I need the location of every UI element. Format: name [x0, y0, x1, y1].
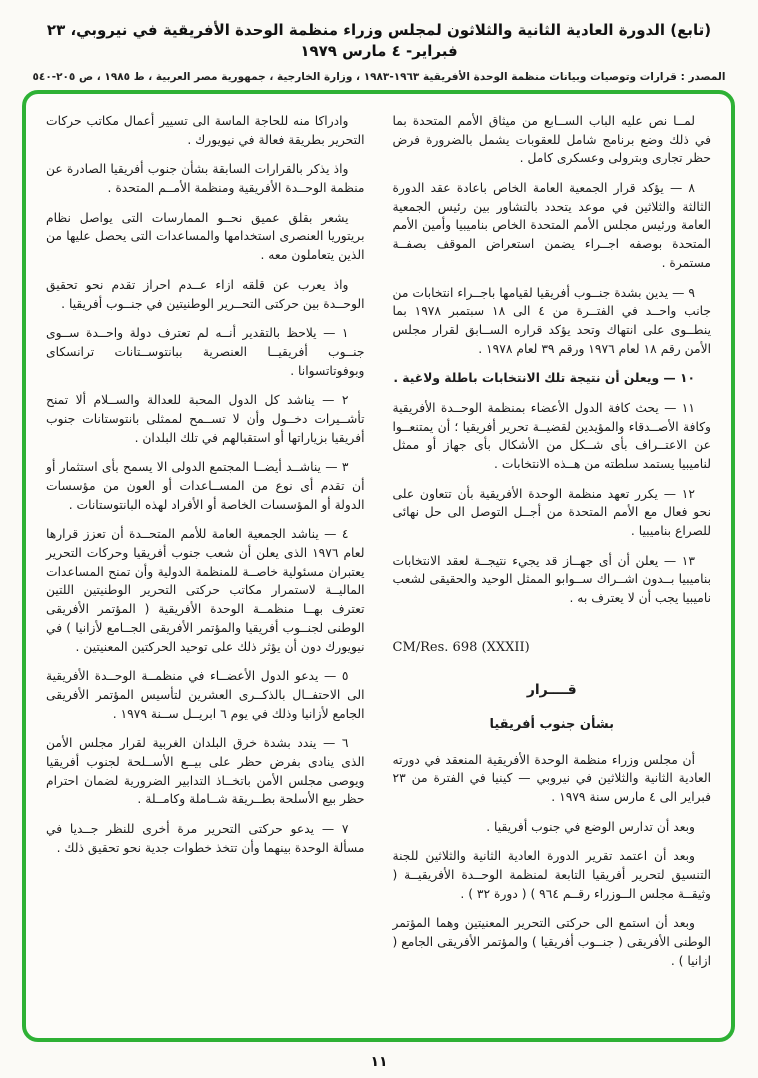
- paragraph: ٥ — يدعو الدول الأعضــاء في منظمــة الوحــدة الأفريقية الى الاحتفــال بالذكــرى العشرين لتأسيس المؤتمر الأفريقى الجامع لأزانيا وذلك في يوم ٦ ابريــل ســنة ١٩٧٩ .: [46, 669, 365, 721]
- text-columns: [46, 112, 711, 1026]
- paragraph: واذ يذكر بالقرارات السابقة بشأن جنوب أفريقيا الصادرة عن منظمة الوحــدة الأفريقية ومنظمة الأمــم المتحدة .: [46, 162, 365, 196]
- paragraph: وادراكا منه للحاجة الماسة الى تسيير أعمال مكاتب حركات التحرير بطريقة فعالة في نيويورك .: [46, 114, 365, 147]
- paragraph: ٩ — يدين بشدة جنــوب أفريقيا لقيامها باجــراء انتخابات من جانب واحــد في الفتــرة من ٤ الى ١٨ سبتمبر ١٩٧٨ بما ينطــوى على انتهاك وتحد يؤكد قراره الســابق لقرار مجلس الأمن رقم ١٨ لعام ١٩٧٦ ورقم ٣٩ لعام ١٩٧٨ .: [392, 285, 711, 356]
- paragraph: يشعر بقلق عميق نحــو الممارسات التى يواصل نظام بريتوريا العنصرى استخدامها والمساعدات التى يحصل عليها من الذين يتعاملون معه .: [46, 210, 365, 263]
- paragraph: ١ — يلاحظ بالتقدير أنــه لم تعترف دولة واحــدة ســوى جنــوب أفريقيــا العنصرية ببانتوســتانات ترانسكاى وبوفوتاتسوانا .: [46, 326, 365, 378]
- paragraph: ١٠ — ويعلن أن نتيجة تلك الانتخابات باطلة ولاغية .: [393, 371, 695, 386]
- document-source-line: المصدر : قرارات وتوصيات وبيانات منظمة الوحدة الأفريقية ١٩٦٣-١٩٨٣ ، وزارة الخارجية ، جمهورية مصر العربية ، ط ١٩٨٥ ، ص ٢٠٥-٥٤٠: [32, 71, 726, 83]
- paragraph: ٤ — يناشد الجمعية العامة للأمم المتحــدة أن تعزز قرارها لعام ١٩٧٦ الذى يعلن أن شعب جنوب أفريقيا وحركات التحرير يعتبران مسئولية خاصــة للمنظمة الدولية وأن تمنح المساعدات الماليــة لاستمرار مكاتب حركتى التحرير الوطنيتين اللتين تعترف بهــا منظمــة الوحدة الأفريقية ( المؤتمر الأفريقى الوطنى لجنــوب أفريقيا والمؤتمر الأفريقى الجــامع لأزانيا ) في نيويورك دون أن يؤثر ذلك على توحيد الحركتين المعنيتين .: [46, 527, 365, 654]
- paragraph: ٣ — يناشــد أيضــا المجتمع الدولى الا يسمح بأى استثمار أو أن تقدم أى نوع من المســاعدات أو العون من مؤسسات الدولة أو المؤسسات الخاصة أو الأفراد لهذه البانتوستانات .: [46, 460, 365, 512]
- paragraph: وبعد أن استمع الى حركتى التحرير المعنيتين وهما المؤتمر الوطنى الأفريقى ( جنــوب أفريقيا ) والمؤتمر الأفريقى الجامع ( ازانيا ) .: [392, 916, 711, 968]
- paragraph: CM/Res. 698 (XXXII): [392, 639, 530, 655]
- paragraph: بشأن جنوب أفريقيا: [489, 716, 614, 732]
- text-column-right: [393, 112, 712, 1026]
- paragraph: وبعد أن اعتمد تقرير الدورة العادية الثانية والثلاثين للجنة التنسيق لتحرير أفريقيا التابعة لمنظمة الوحــدة الأفريقيــة ( وثيقــة مجلس الــوزراء رقــم ٩٦٤ ) ( دورة ٣٢ ) .: [392, 849, 711, 901]
- page-number: ١١: [370, 1054, 388, 1070]
- paragraph: ٢ — يناشد كل الدول المحبة للعدالة والســلام ألا تمنح تأشــيرات دخــول وأن لا تســمح لممثلى بانتوستانات جنوب أفريقيا بزياراتها أو استقبالهم في تلك البلدان .: [46, 393, 365, 445]
- paragraph: ١٣ — يعلن أن أى جهــاز قد يجيء نتيجــة لعقد الانتخابات بناميبيا بــدون اشــراك ســوابو الممثل الوحيد والحقيقى لشعب ناميبيا يجب أن لا يعترف به .: [392, 553, 711, 606]
- paragraph: ١٢ — يكرر تعهد منظمة الوحدة الأفريقية بأن تتعاون على نحو فعال مع الأمم المتحدة من أجــل التوصل الى حل نهائى للصراع بناميبيا .: [392, 486, 711, 539]
- paragraph: وبعد أن تدارس الوضع في جنوب أفريقيا .: [486, 819, 695, 834]
- text-column-left: [46, 112, 365, 1026]
- document-frame: [22, 90, 735, 1042]
- paragraph: أن مجلس وزراء منظمة الوحدة الأفريقية المنعقد في دورته العادية الثانية والثلاثين في نيروبي — كينيا في الفترة من ٢٣ فبراير الى ٤ مارس سنة ١٩٧٩ .: [392, 752, 711, 804]
- paragraph: ١١ — يحث كافة الدول الأعضاء بمنظمة الوحــدة الأفريقية وكافة الأصــدقاء والمؤيدين لقضيــة تحرير أفريقيا ؛ أن يمتنعــوا عن الاعتــراف بأى شــكل من الأشكال بأى جهاز أو ممثل لناميبيا يستمد سلطته من هــذه الانتخابات .: [392, 400, 711, 471]
- paragraph: واذ يعرب عن قلقه ازاء عــدم احراز تقدم نحو تحقيق الوحــدة بين حركتى التحــرير الوطنيتين في جنــوب أفريقيا .: [46, 277, 365, 311]
- paragraph: لمــا نص عليه الباب الســابع من ميثاق الأمم المتحدة بما في ذلك وضع برنامج شامل للعقوبات يشمل بالضرورة فرض حظر تجارى وبترولى وعسكرى كامل .: [392, 114, 711, 166]
- document-title: (تابع) الدورة العادية الثانية والثلاثون لمجلس وزراء منظمة الوحدة الأفريقية في نيروبي، ٢٣ فبراير- ٤ مارس ١٩٧٩: [46, 21, 712, 60]
- paragraph: ٧ — يدعو حركتى التحرير مرة أخرى للنظر جــديا في مسألة الوحدة بينهما وأن تتخذ خطوات جدية نحو تحقيق ذلك .: [46, 822, 365, 855]
- document-header: [0, 0, 758, 83]
- paragraph: ٦ — يندد بشدة خرق البلدان الغربية لقرار مجلس الأمن الذى ينادى بفرض حظر على بيــع الأســلحة لجنوب أفريقيا ويوصى مجلس الأمن باتخــاذ التدابير الضرورية لضمان احترام حظر بيع الأسلحة بطــريقة شــاملة وكامــلة .: [46, 736, 365, 807]
- paragraph: قــــرار: [526, 681, 577, 698]
- paragraph: ٨ — يؤكد قرار الجمعية العامة الخاص باعادة عقد الدورة الثالثة والثلاثين في موعد يتحدد بالتشاور بين رئيس الجمعية العامة ورئيس مجلس الأمم المتحدة الخاص بناميبيا وأمين الأمم المتحدة بوصفه اجــراء يضمن استعراض الموقف بصفــة مستمرة .: [392, 181, 711, 270]
